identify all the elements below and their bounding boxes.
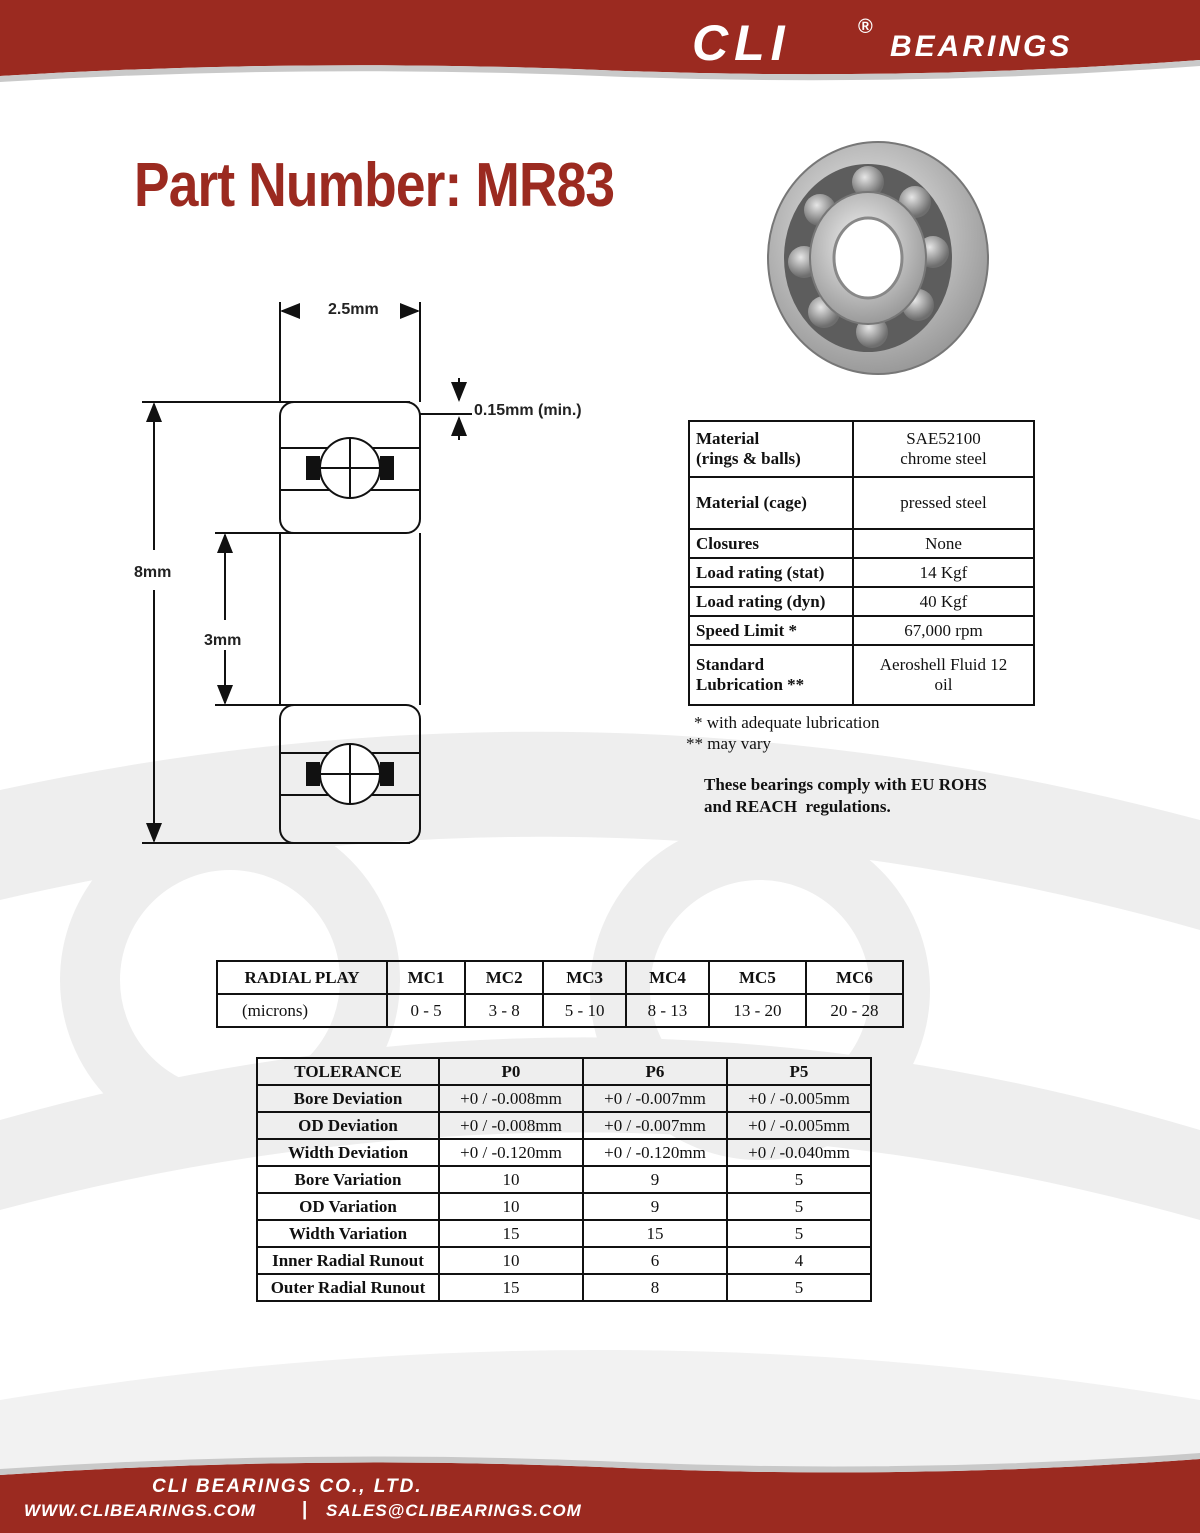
radial-class-header: MC4 (626, 961, 709, 994)
brand-logo: CLI (692, 15, 791, 71)
tolerance-row-name: Bore Deviation (257, 1085, 439, 1112)
radial-class-header: MC2 (465, 961, 543, 994)
tolerance-value: +0 / -0.005mm (727, 1085, 871, 1112)
footer-website-link[interactable]: WWW.CLIBEARINGS.COM (24, 1501, 257, 1520)
footer-email-link[interactable]: SALES@CLIBEARINGS.COM (326, 1501, 582, 1520)
radial-class-value: 5 - 10 (543, 994, 626, 1027)
bore-dimension-label: 3mm (204, 632, 242, 649)
spec-value: SAE52100 chrome steel (853, 421, 1034, 477)
spec-key: Closures (689, 529, 853, 558)
tolerance-value: 15 (439, 1220, 583, 1247)
spec-row (689, 558, 1034, 587)
spec-key: Load rating (dyn) (689, 587, 853, 616)
tolerance-row-name: Outer Radial Runout (257, 1274, 439, 1301)
tolerance-row (257, 1247, 871, 1274)
tolerance-value: 9 (583, 1166, 727, 1193)
page-title: Part Number: MR83 (134, 151, 615, 220)
spec-value: 40 Kgf (853, 587, 1034, 616)
tolerance-value: 5 (727, 1220, 871, 1247)
radial-class-value: 20 - 28 (806, 994, 903, 1027)
tolerance-row-name: Bore Variation (257, 1166, 439, 1193)
tolerance-value: 15 (439, 1274, 583, 1301)
registered-mark: ® (858, 16, 873, 38)
radial-class-header: MC5 (709, 961, 806, 994)
tolerance-value: 6 (583, 1247, 727, 1274)
spec-value: Aeroshell Fluid 12 oil (853, 645, 1034, 705)
tolerance-value: +0 / -0.005mm (727, 1112, 871, 1139)
radial-play-table (216, 960, 904, 1028)
od-dimension-label: 8mm (134, 564, 172, 581)
tolerance-row (257, 1193, 871, 1220)
tolerance-row-name: OD Deviation (257, 1112, 439, 1139)
radial-class-header: MC3 (543, 961, 626, 994)
tolerance-value: 5 (727, 1193, 871, 1220)
tolerance-value: +0 / -0.007mm (583, 1085, 727, 1112)
spec-row (689, 645, 1034, 705)
cross-section-diagram (100, 290, 620, 860)
width-dimension-label: 2.5mm (328, 301, 379, 318)
tolerance-value: 8 (583, 1274, 727, 1301)
radial-class-header: MC1 (387, 961, 465, 994)
tolerance-row-name: OD Variation (257, 1193, 439, 1220)
tolerance-row (257, 1220, 871, 1247)
spec-key: Standard Lubrication ** (689, 645, 853, 705)
radial-class-value: 8 - 13 (626, 994, 709, 1027)
spec-key: Load rating (stat) (689, 558, 853, 587)
tolerance-row-name: Width Deviation (257, 1139, 439, 1166)
spec-value: pressed steel (853, 477, 1034, 529)
tolerance-row (257, 1085, 871, 1112)
chamfer-dimension-label: 0.15mm (min.) (474, 402, 582, 419)
tolerance-value: +0 / -0.008mm (439, 1085, 583, 1112)
tolerance-table (256, 1057, 872, 1302)
radial-class-value: 13 - 20 (709, 994, 806, 1027)
bearing-photo (760, 140, 990, 376)
spec-row (689, 477, 1034, 529)
spec-row (689, 529, 1034, 558)
radial-class-value: 0 - 5 (387, 994, 465, 1027)
spec-key: Speed Limit * (689, 616, 853, 645)
rohs-line-1: These bearings comply with EU ROHS (704, 775, 987, 794)
tolerance-row (257, 1166, 871, 1193)
spec-value: 67,000 rpm (853, 616, 1034, 645)
specs-table (688, 420, 1035, 706)
tolerance-class-header: P6 (583, 1058, 727, 1085)
radial-play-header: RADIAL PLAY (217, 961, 387, 994)
tolerance-value: 5 (727, 1166, 871, 1193)
note-may-vary: ** may vary (686, 734, 771, 753)
radial-class-header: MC6 (806, 961, 903, 994)
note-lubrication: * with adequate lubrication (694, 713, 880, 732)
spec-value: None (853, 529, 1034, 558)
tolerance-value: 9 (583, 1193, 727, 1220)
tolerance-value: 10 (439, 1166, 583, 1193)
tolerance-value: 5 (727, 1274, 871, 1301)
tolerance-header: TOLERANCE (257, 1058, 439, 1085)
spec-row (689, 587, 1034, 616)
radial-play-unit: (microns) (217, 994, 387, 1027)
footer-company: CLI BEARINGS CO., LTD. (152, 1476, 423, 1497)
tolerance-value: +0 / -0.008mm (439, 1112, 583, 1139)
tolerance-value: 10 (439, 1247, 583, 1274)
tolerance-value: +0 / -0.040mm (727, 1139, 871, 1166)
tolerance-row-name: Width Variation (257, 1220, 439, 1247)
tolerance-value: +0 / -0.120mm (583, 1139, 727, 1166)
spec-row (689, 421, 1034, 477)
tolerance-value: 4 (727, 1247, 871, 1274)
tolerance-row (257, 1112, 871, 1139)
tolerance-class-header: P0 (439, 1058, 583, 1085)
radial-class-value: 3 - 8 (465, 994, 543, 1027)
tolerance-value: +0 / -0.120mm (439, 1139, 583, 1166)
tolerance-row (257, 1139, 871, 1166)
tolerance-value: 10 (439, 1193, 583, 1220)
rohs-line-2: and REACH regulations. (704, 797, 891, 816)
tolerance-value: +0 / -0.007mm (583, 1112, 727, 1139)
spec-key: Material (rings & balls) (689, 421, 853, 477)
spec-value: 14 Kgf (853, 558, 1034, 587)
brand-name: BEARINGS (890, 30, 1073, 63)
tolerance-value: 15 (583, 1220, 727, 1247)
footer-separator: | (302, 1499, 308, 1520)
tolerance-row-name: Inner Radial Runout (257, 1247, 439, 1274)
spec-row (689, 616, 1034, 645)
spec-key: Material (cage) (689, 477, 853, 529)
tolerance-class-header: P5 (727, 1058, 871, 1085)
tolerance-row (257, 1274, 871, 1301)
